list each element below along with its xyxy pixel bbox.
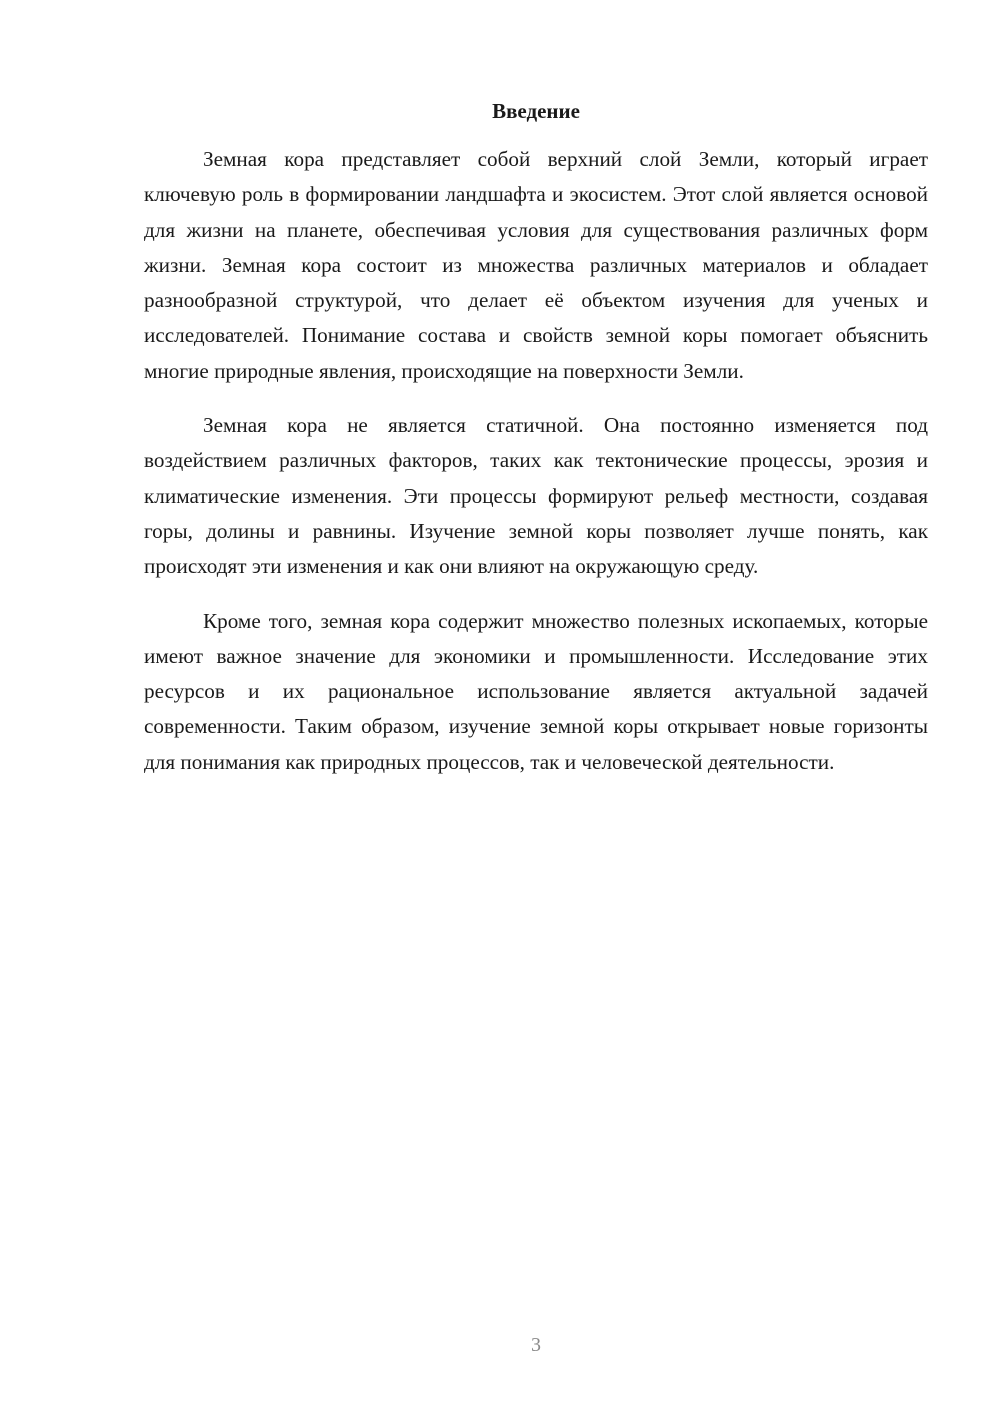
paragraph-changes: Земная кора не является статичной. Она постоянно изменяется под воздействием различных факторов, таких как тектонические процессы, эрозия и климатические изменения. Эти процессы формируют рельеф местности, создавая горы, долины и равнины. Изучение земной коры позволяет лучше понять, как происходят эти изменения и как они влияют на окружающую среду. (144, 413, 928, 579)
paragraph-intro: Земная кора представляет собой верхний слой Земли, который играет ключевую роль в формировании ландшафта и экосистем. Этот слой является основой для жизни на планете, обеспечивая условия для существования различных форм жизни. Земная кора состоит из множества различных материалов и обладает разнообразной структурой, что делает её объектом изучения для ученых и исследователей. Понимание состава и свойств земной коры помогает объяснить многие природные явления, происходящие на поверхности Земли. (144, 147, 928, 383)
page-number: 3 (531, 1334, 541, 1356)
section-heading: Введение (492, 99, 580, 123)
paragraph-resources: Кроме того, земная кора содержит множество полезных ископаемых, которые имеют важное значение для экономики и промышленности. Исследование этих ресурсов и их рациональное использование является актуальной задачей современности. Таким образом, изучение земной коры открывает новые горизонты для понимания как природных процессов, так и человеческой деятельности. (144, 608, 928, 774)
body-text (144, 142, 928, 799)
